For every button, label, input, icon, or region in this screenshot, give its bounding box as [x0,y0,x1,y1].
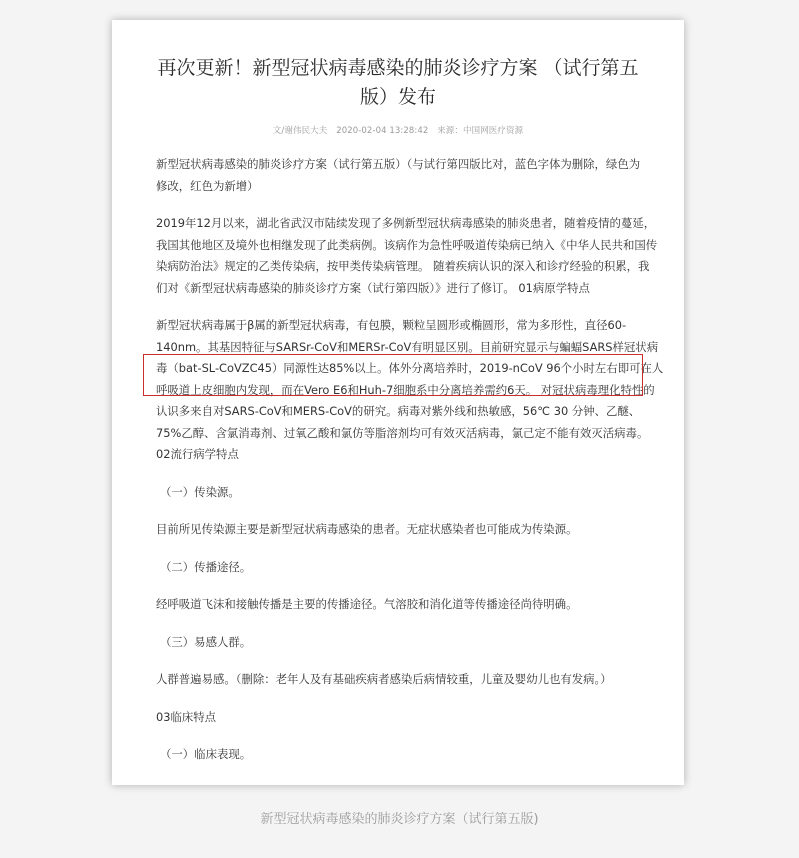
paragraph-line: 03临床特点 [156,709,217,724]
article-paragraph [156,744,652,766]
paragraph-line: 们对《新型冠状病毒感染的肺炎诊疗方案（试行第四版）》进行了修订。 01病原学特点 [156,280,590,295]
paragraph-line: （一）传染源。 [160,484,240,499]
paragraph-line: 2019年12月以来，湖北省武汉市陆续发现了多例新型冠状病毒感染的肺炎患者，随着疫情的蔓延， [156,216,656,230]
paragraph-line: 经呼吸道飞沫和接触传播是主要的传播途径。气溶胶和消化道等传播途径尚待明确。 [156,597,578,611]
article-paragraph [156,632,652,654]
article-paragraph [156,594,652,616]
paragraph-line: 修改，红色为新增） [156,178,259,193]
article-paragraph [156,213,658,299]
paragraph-line: 呼吸道上皮细胞内发现，而在Vero E6和Huh-7细胞系中分离培养需约6天。 对冠状病毒理化特性的 [156,382,655,397]
paragraph-line: 毒（bat-SL-CoVZC45）同源性达85%以上。体外分离培养时，2019-nCoV 96个小时左右即可在人 [156,361,664,375]
article-paragraph [156,315,664,466]
paragraph-line: 140nm。其基因特征与SARSr-CoV和MERSr-CoV有明显区别。目前研究显示与蝙蝠SARS样冠状病 [156,339,659,354]
article-title-line-1: 再次更新！新型冠状病毒感染的肺炎诊疗方案 （试行第五 [157,57,639,79]
paragraph-line: 人群普遍易感。（删除：老年人及有基础疾病者感染后病情较重，儿童及婴幼儿也有发病。） [156,672,612,686]
article-paragraph [156,782,652,786]
article-paragraph [156,557,652,579]
paragraph-line: 目前所见传染源主要是新型冠状病毒感染的患者。无症状感染者也可能成为传染源。 [156,522,578,536]
paragraph-line: 75%乙醇、含氯消毒剂、过氧乙酸和氯仿等脂溶剂均可有效灭活病毒，氯己定不能有效灭活病毒。 [156,425,649,440]
article-author: 文/谢伟民大夫 [272,126,328,136]
article-meta [112,124,684,136]
paragraph-line: （二）传播途径。 [160,559,252,574]
paragraph-line [156,782,652,786]
article-screenshot [112,20,684,785]
image-caption: 新型冠状病毒感染的肺炎诊疗方案（试行第五版) [260,812,539,827]
paragraph-line: 新型冠状病毒感染的肺炎诊疗方案（试行第五版）（与试行第四版比对，蓝色字体为删除，绿色为 [156,157,641,171]
article-paragraph [156,519,652,541]
article-paragraph [156,154,652,197]
article-paragraph [156,482,652,504]
paragraph-line: （三）易感人群。 [160,634,252,649]
article-body [156,154,664,785]
paragraph-line: 我国其他地区及境外也相继发现了此类病例。该病作为急性呼吸道传染病已纳入《中华人民共和国传 [156,237,658,252]
article-title [152,54,644,112]
paragraph-line: 新型冠状病毒属于β属的新型冠状病毒，有包膜，颗粒呈圆形或椭圆形，常为多形性，直径60- [156,318,627,332]
article-datetime: 2020-02-04 13:28:42 [336,126,429,136]
article-source: 来源：中国网医疗资源 [437,126,524,136]
paragraph-line: 染病防治法》规定的乙类传染病，按甲类传染病管理。 随着疾病认识的深入和诊疗经验的积累，我 [156,259,650,273]
paragraph-line: 认识多来自对SARS-CoV和MERS-CoV的研究。病毒对紫外线和热敏感，56℃ 30 分钟、乙醚、 [156,404,641,418]
article-paragraph [156,669,652,691]
article-paragraph [156,707,652,729]
article-title-line-2: 版）发布 [359,86,436,108]
paragraph-line: （一）临床表现。 [160,747,252,761]
paragraph-line: 02流行病学特点 [156,447,239,461]
